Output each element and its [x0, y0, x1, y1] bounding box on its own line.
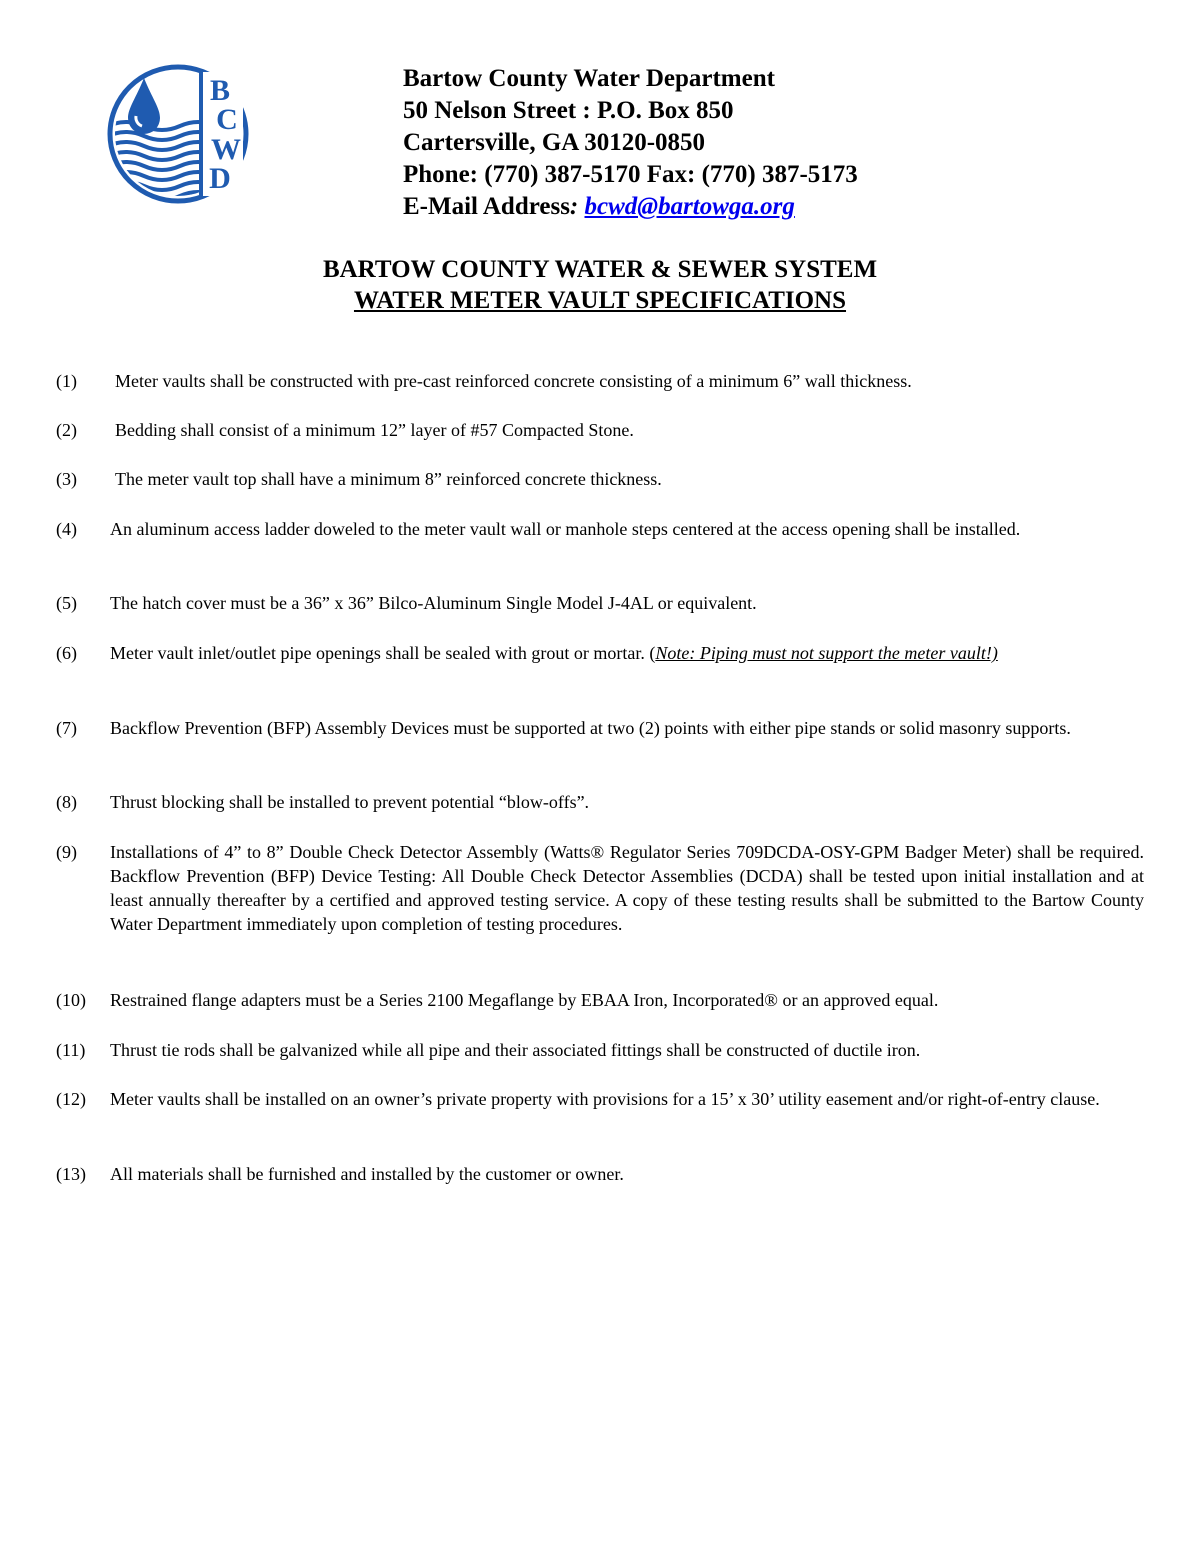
spec-item: [56, 418, 1144, 442]
email-label-separator: :: [569, 193, 579, 220]
document-title: [0, 254, 1200, 316]
spec-text: Installations of 4” to 8” Double Check Detector Assembly (Watts® Regulator Series 709DCDA-OSY-GPM Badger Meter) shall be required. Backflow Prevention (BFP) Device Testing: All Double Check Detector Assemblies (DCDA) shall be tested upon initial installation and at least annually thereafter by a certified and approved testing service. A copy of these testing results shall be submitted to the Bartow County Water Department immediately upon completion of testing procedures.: [110, 842, 1144, 934]
spec-item: [56, 790, 1144, 814]
logo-letter-d: D: [209, 162, 231, 195]
spec-item: [56, 369, 1144, 393]
spec-number: (5): [56, 593, 77, 613]
spec-item: [56, 716, 1144, 740]
spec-item: [56, 517, 1144, 541]
spec-text: [110, 641, 1144, 665]
spec-number: (9): [56, 842, 77, 862]
spec-number: (12): [56, 1089, 86, 1109]
spec-text: Meter vaults shall be installed on an owner’s private property with provisions for a 15’ x 30’ utility easement and/or right-of-entry clause.: [110, 1089, 1100, 1109]
logo-letter-b: B: [209, 74, 231, 107]
phone-fax: Phone: (770) 387-5170 Fax: (770) 387-5173: [403, 161, 858, 188]
bcwd-logo: [106, 64, 250, 204]
email-line: [403, 191, 858, 223]
street-address: 50 Nelson Street : P.O. Box 850: [403, 97, 734, 124]
email-label: E-Mail Address: [403, 193, 570, 220]
spec-text: Meter vaults shall be constructed with pre-cast reinforced concrete consisting of a minimum 6” wall thickness.: [115, 371, 912, 391]
spec-item: [56, 591, 1144, 615]
spec-item: [56, 1162, 1144, 1186]
title-line-1: BARTOW COUNTY WATER & SEWER SYSTEM: [322, 256, 878, 283]
org-name: Bartow County Water Department: [403, 65, 775, 92]
spec-item: [56, 988, 1144, 1012]
spec-text: The meter vault top shall have a minimum 8” reinforced concrete thickness.: [115, 469, 662, 489]
spec-item: [56, 840, 1144, 936]
spec-text: All materials shall be furnished and installed by the customer or owner.: [110, 1164, 624, 1184]
spec-item: [56, 641, 1144, 665]
spec-number: (6): [56, 643, 77, 663]
spec-number: (10): [56, 990, 86, 1010]
spec-number: (8): [56, 792, 77, 812]
spec-text: Backflow Prevention (BFP) Assembly Devices must be supported at two (2) points with either pipe stands or solid masonry supports.: [110, 718, 1071, 738]
contact-block: [403, 63, 858, 223]
logo-letter-w: W: [211, 133, 241, 166]
spec-number: (2): [56, 420, 77, 440]
spec-text-main: Meter vault inlet/outlet pipe openings shall be sealed with grout or mortar. (: [110, 643, 656, 663]
logo-letter-c: C: [216, 103, 238, 136]
spec-text: Restrained flange adapters must be a Series 2100 Megaflange by EBAA Iron, Incorporated® or an approved equal.: [110, 990, 939, 1010]
spec-number: (11): [56, 1040, 86, 1060]
spec-number: (4): [56, 519, 77, 539]
spec-number: (1): [56, 371, 77, 391]
spec-item: [56, 1087, 1144, 1111]
spec-item: [56, 467, 1144, 491]
spec-item: [56, 1038, 1144, 1062]
spec-number: (13): [56, 1164, 86, 1184]
city-state-zip: Cartersville, GA 30120-0850: [403, 129, 706, 156]
email-link[interactable]: bcwd@bartowga.org: [584, 193, 795, 220]
spec-text: Thrust blocking shall be installed to prevent potential “blow-offs”.: [110, 792, 590, 812]
spec-text: Thrust tie rods shall be galvanized while all pipe and their associated fittings shall be constructed of ductile iron.: [110, 1040, 921, 1060]
spec-note: Note: Piping must not support the meter vault!): [655, 643, 998, 663]
spec-text: The hatch cover must be a 36” x 36” Bilco-Aluminum Single Model J-4AL or equivalent.: [110, 593, 757, 613]
spec-number: (7): [56, 718, 77, 738]
title-line-2: WATER METER VAULT SPECIFICATIONS: [353, 287, 847, 314]
spec-number: (3): [56, 469, 77, 489]
spec-text: Bedding shall consist of a minimum 12” layer of #57 Compacted Stone.: [115, 420, 634, 440]
spec-text: An aluminum access ladder doweled to the meter vault wall or manhole steps centered at the access opening shall be installed.: [110, 519, 1021, 539]
